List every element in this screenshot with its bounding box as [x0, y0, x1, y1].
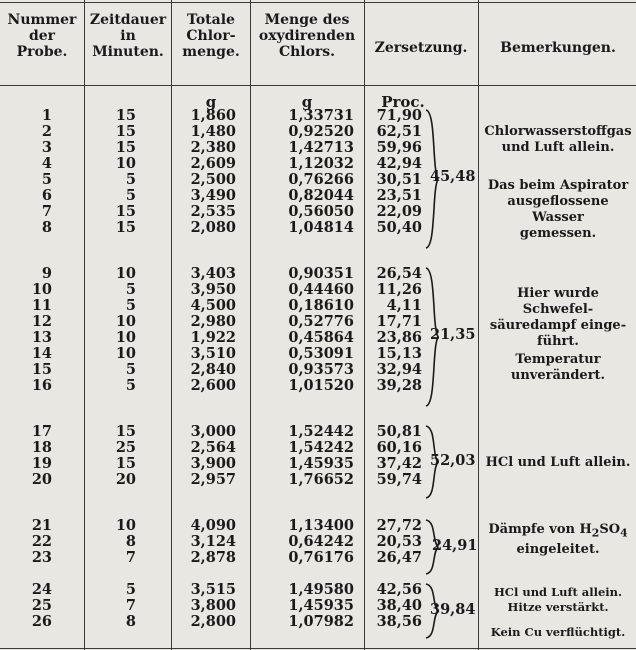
- table-row: [0, 472, 636, 488]
- oxidizing-chlorine-value: 0,93573: [288, 361, 354, 378]
- oxidizing-chlorine-value: 1,42713: [288, 139, 354, 156]
- decomposition-value: 26,47: [376, 549, 422, 566]
- total-chlorine-value: 2,535: [190, 203, 236, 220]
- total-chlorine-value: 3,515: [190, 581, 236, 598]
- probe-number: 22: [31, 533, 52, 550]
- decomposition-value: 30,51: [376, 171, 422, 188]
- probe-number: 17: [31, 423, 52, 440]
- decomposition-value: 60,16: [376, 439, 422, 456]
- duration-value: 5: [125, 377, 136, 394]
- probe-number: 19: [31, 455, 52, 472]
- probe-number: 4: [41, 155, 52, 172]
- duration-value: 5: [125, 171, 136, 188]
- remark-group-2b: Temperatur unverändert.: [510, 352, 606, 383]
- remark-group-5b: Kein Cu verflüchtigt.: [490, 625, 626, 639]
- duration-value: 10: [115, 517, 136, 534]
- decomposition-value: 23,51: [376, 187, 422, 204]
- probe-number: 20: [31, 471, 52, 488]
- oxidizing-chlorine-value: 1,49580: [288, 581, 354, 598]
- oxidizing-chlorine-value: 0,90351: [288, 265, 354, 282]
- decomposition-value: 42,94: [376, 155, 422, 172]
- oxidizing-chlorine-value: 1,13400: [288, 517, 354, 534]
- oxidizing-chlorine-value: 0,18610: [288, 297, 354, 314]
- header-probe: Nummer der Probe.: [7, 12, 77, 60]
- duration-value: 10: [115, 313, 136, 330]
- table-row: [0, 424, 636, 440]
- total-chlorine-value: 2,980: [190, 313, 236, 330]
- decomposition-value: 15,13: [376, 345, 422, 362]
- unit-zersetzung: Proc.: [381, 93, 425, 111]
- decomposition-value: 17,71: [376, 313, 422, 330]
- table-row: [0, 266, 636, 282]
- probe-number: 23: [31, 549, 52, 566]
- table-row: [0, 108, 636, 124]
- probe-number: 5: [41, 171, 52, 188]
- header-zersetzung: Zersetzung.: [374, 40, 468, 56]
- total-chlorine-value: 2,500: [190, 171, 236, 188]
- probe-number: 15: [31, 361, 52, 378]
- probe-number: 18: [31, 439, 52, 456]
- duration-value: 8: [125, 613, 136, 630]
- probe-number: 12: [31, 313, 52, 330]
- oxidizing-chlorine-value: 1,45935: [288, 597, 354, 614]
- duration-value: 15: [115, 107, 136, 124]
- remark-group-2a: Hier wurde Schwefel- säuredampf einge- führt.: [489, 286, 627, 349]
- duration-value: 15: [115, 423, 136, 440]
- total-chlorine-value: 4,500: [190, 297, 236, 314]
- decomposition-value: 38,56: [376, 613, 422, 630]
- group-average: 39,84: [430, 601, 476, 618]
- probe-number: 1: [41, 107, 52, 124]
- probe-number: 6: [41, 187, 52, 204]
- group-average: 24,91: [432, 537, 478, 554]
- oxidizing-chlorine-value: 0,44460: [288, 281, 354, 298]
- oxidizing-chlorine-value: 0,45864: [288, 329, 354, 346]
- decomposition-value: 4,11: [386, 297, 422, 314]
- remark-group-1b: Das beim Aspirator ausgeflossene Wasser gemessen.: [487, 178, 629, 241]
- probe-number: 25: [31, 597, 52, 614]
- oxidizing-chlorine-value: 0,53091: [288, 345, 354, 362]
- total-chlorine-value: 2,800: [190, 613, 236, 630]
- total-chlorine-value: 1,860: [190, 107, 236, 124]
- duration-value: 10: [115, 265, 136, 282]
- oxidizing-chlorine-value: 1,04814: [288, 219, 354, 236]
- decomposition-value: 37,42: [376, 455, 422, 472]
- duration-value: 15: [115, 203, 136, 220]
- total-chlorine-value: 2,609: [190, 155, 236, 172]
- oxidizing-chlorine-value: 0,92520: [288, 123, 354, 140]
- duration-value: 5: [125, 297, 136, 314]
- probe-number: 9: [41, 265, 52, 282]
- duration-value: 5: [125, 361, 136, 378]
- table-row: [0, 440, 636, 456]
- decomposition-value: 22,09: [376, 203, 422, 220]
- oxidizing-chlorine-value: 0,64242: [288, 533, 354, 550]
- decomposition-value: 11,26: [376, 281, 422, 298]
- probe-number: 2: [41, 123, 52, 140]
- oxidizing-chlorine-value: 0,76176: [288, 549, 354, 566]
- oxidizing-chlorine-value: 1,07982: [288, 613, 354, 630]
- remark-group-5a: HCl und Luft allein. Hitze verstärkt.: [493, 585, 623, 614]
- probe-number: 16: [31, 377, 52, 394]
- total-chlorine-value: 2,957: [190, 471, 236, 488]
- bottom-rule: [0, 648, 636, 649]
- group-average: 45,48: [430, 168, 476, 185]
- duration-value: 5: [125, 187, 136, 204]
- remark-group-1a: Chlorwasserstoffgas und Luft allein.: [484, 124, 632, 155]
- duration-value: 5: [125, 581, 136, 598]
- duration-value: 25: [115, 439, 136, 456]
- decomposition-value: 27,72: [376, 517, 422, 534]
- total-chlorine-value: 1,922: [190, 329, 236, 346]
- group-average: 52,03: [430, 452, 476, 469]
- probe-number: 24: [31, 581, 52, 598]
- top-rule: [0, 2, 636, 3]
- total-chlorine-value: 1,480: [190, 123, 236, 140]
- duration-value: 10: [115, 155, 136, 172]
- oxidizing-chlorine-value: 0,56050: [288, 203, 354, 220]
- duration-value: 15: [115, 455, 136, 472]
- probe-number: 8: [41, 219, 52, 236]
- total-chlorine-value: 3,000: [190, 423, 236, 440]
- oxidizing-chlorine-value: 0,52776: [288, 313, 354, 330]
- remark-group-4: Dämpfe von $H_2SO_4$ eingeleitet.: [488, 522, 628, 557]
- decomposition-value: 26,54: [376, 265, 422, 282]
- duration-value: 20: [115, 471, 136, 488]
- oxidizing-chlorine-value: 1,01520: [288, 377, 354, 394]
- header-rule: [0, 85, 636, 86]
- total-chlorine-value: 2,080: [190, 219, 236, 236]
- total-chlorine-value: 2,564: [190, 439, 236, 456]
- total-chlorine-value: 3,900: [190, 455, 236, 472]
- duration-value: 15: [115, 219, 136, 236]
- oxidizing-chlorine-value: 1,76652: [288, 471, 354, 488]
- total-chlorine-value: 3,403: [190, 265, 236, 282]
- probe-number: 10: [31, 281, 52, 298]
- oxidizing-chlorine-value: 1,52442: [288, 423, 354, 440]
- duration-value: 15: [115, 123, 136, 140]
- oxidizing-chlorine-value: 1,54242: [288, 439, 354, 456]
- probe-number: 26: [31, 613, 52, 630]
- total-chlorine-value: 3,124: [190, 533, 236, 550]
- total-chlorine-value: 4,090: [190, 517, 236, 534]
- oxidizing-chlorine-value: 1,12032: [288, 155, 354, 172]
- decomposition-value: 62,51: [376, 123, 422, 140]
- probe-number: 14: [31, 345, 52, 362]
- total-chlorine-value: 3,800: [190, 597, 236, 614]
- decomposition-value: 59,74: [376, 471, 422, 488]
- decomposition-value: 50,40: [376, 219, 422, 236]
- total-chlorine-value: 3,950: [190, 281, 236, 298]
- remark-group-3: HCl und Luft allein.: [485, 455, 631, 470]
- decomposition-value: 50,81: [376, 423, 422, 440]
- duration-value: 15: [115, 139, 136, 156]
- decomposition-value: 23,86: [376, 329, 422, 346]
- table-row: [0, 156, 636, 172]
- probe-number: 3: [41, 139, 52, 156]
- unit-totale: g: [205, 93, 217, 111]
- header-menge: Menge des oxydirenden Chlors.: [258, 12, 356, 60]
- probe-number: 7: [41, 203, 52, 220]
- total-chlorine-value: 2,840: [190, 361, 236, 378]
- group-average: 21,35: [430, 326, 476, 343]
- duration-value: 10: [115, 345, 136, 362]
- total-chlorine-value: 3,510: [190, 345, 236, 362]
- duration-value: 5: [125, 281, 136, 298]
- header-bemerkungen: Bemerkungen.: [500, 40, 616, 56]
- total-chlorine-value: 3,490: [190, 187, 236, 204]
- oxidizing-chlorine-value: 1,45935: [288, 455, 354, 472]
- decomposition-value: 71,90: [376, 107, 422, 124]
- total-chlorine-value: 2,878: [190, 549, 236, 566]
- probe-number: 13: [31, 329, 52, 346]
- header-dauer: Zeitdauer in Minuten.: [89, 12, 167, 60]
- duration-value: 10: [115, 329, 136, 346]
- decomposition-value: 38,40: [376, 597, 422, 614]
- duration-value: 8: [125, 533, 136, 550]
- decomposition-value: 42,56: [376, 581, 422, 598]
- probe-number: 21: [31, 517, 52, 534]
- decomposition-value: 39,28: [376, 377, 422, 394]
- total-chlorine-value: 2,600: [190, 377, 236, 394]
- header-totale: Totale Chlor- menge.: [182, 12, 240, 60]
- unit-menge: g: [301, 93, 313, 111]
- decomposition-value: 32,94: [376, 361, 422, 378]
- duration-value: 7: [125, 549, 136, 566]
- duration-value: 7: [125, 597, 136, 614]
- oxidizing-chlorine-value: 0,76266: [288, 171, 354, 188]
- decomposition-value: 59,96: [376, 139, 422, 156]
- oxidizing-chlorine-value: 0,82044: [288, 187, 354, 204]
- total-chlorine-value: 2,380: [190, 139, 236, 156]
- oxidizing-chlorine-value: 1,33731: [288, 107, 354, 124]
- decomposition-value: 20,53: [376, 533, 422, 550]
- probe-number: 11: [31, 297, 52, 314]
